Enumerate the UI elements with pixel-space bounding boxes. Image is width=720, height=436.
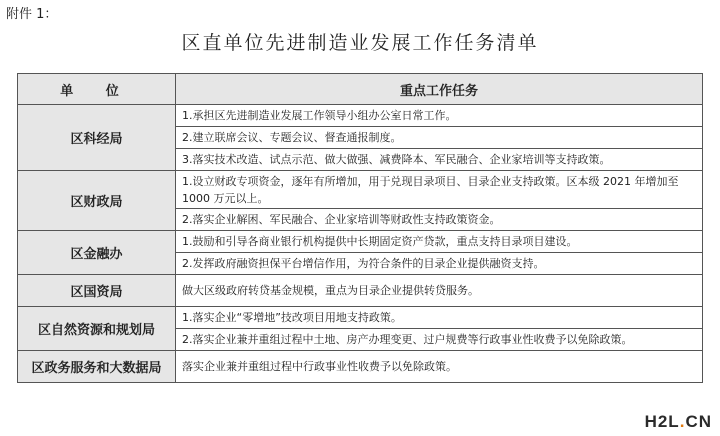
table-row xyxy=(18,231,703,253)
watermark-suffix: CN xyxy=(685,412,712,431)
attachment-label: 附件 1： xyxy=(6,7,58,22)
task-cell: 1.承担区先进制造业发展工作领导小组办公室日常工作。 xyxy=(176,105,703,127)
table-row xyxy=(18,105,703,127)
unit-cell: 区科经局 xyxy=(18,105,176,171)
table-header-row xyxy=(18,74,703,105)
table-row xyxy=(18,307,703,329)
task-cell: 1.鼓励和引导各商业银行机构提供中长期固定资产贷款，重点支持目录项目建设。 xyxy=(176,231,703,253)
header-unit: 单 位 xyxy=(18,74,176,105)
task-cell: 2.发挥政府融资担保平台增信作用，为符合条件的目录企业提供融资支持。 xyxy=(176,253,703,275)
page-title: 区直单位先进制造业发展工作任务清单 xyxy=(181,32,539,54)
unit-cell: 区政务服务和大数据局 xyxy=(18,351,176,383)
table-row xyxy=(18,351,703,383)
task-cell: 2.建立联席会议、专题会议、督查通报制度。 xyxy=(176,127,703,149)
unit-cell: 区金融办 xyxy=(18,231,176,275)
task-cell: 做大区级政府转贷基金规模，重点为目录企业提供转贷服务。 xyxy=(176,275,703,307)
task-table xyxy=(17,73,703,383)
watermark-dot: . xyxy=(679,412,686,431)
task-cell: 落实企业兼并重组过程中行政事业性收费予以免除政策。 xyxy=(176,351,703,383)
table-row xyxy=(18,275,703,307)
task-cell: 3.落实技术改造、试点示范、做大做强、减费降本、军民融合、企业家培训等支持政策。 xyxy=(176,149,703,171)
unit-cell: 区自然资源和规划局 xyxy=(18,307,176,351)
task-cell: 1.落实企业“零增地”技改项目用地支持政策。 xyxy=(176,307,703,329)
unit-cell: 区财政局 xyxy=(18,171,176,231)
task-cell: 2.落实企业解困、军民融合、企业家培训等财政性支持政策资金。 xyxy=(176,209,703,231)
header-tasks: 重点工作任务 xyxy=(176,74,703,105)
site-watermark-logo xyxy=(645,412,712,432)
table-row xyxy=(18,171,703,209)
watermark-prefix: H2L xyxy=(644,412,680,431)
task-cell: 1.设立财政专项资金，逐年有所增加，用于兑现目录项目、目录企业支持政策。区本级 2021 年增加至 1000 万元以上。 xyxy=(176,171,703,209)
unit-cell: 区国资局 xyxy=(18,275,176,307)
task-cell: 2.落实企业兼并重组过程中土地、房产办理变更、过户规费等行政事业性收费予以免除政策。 xyxy=(176,329,703,351)
